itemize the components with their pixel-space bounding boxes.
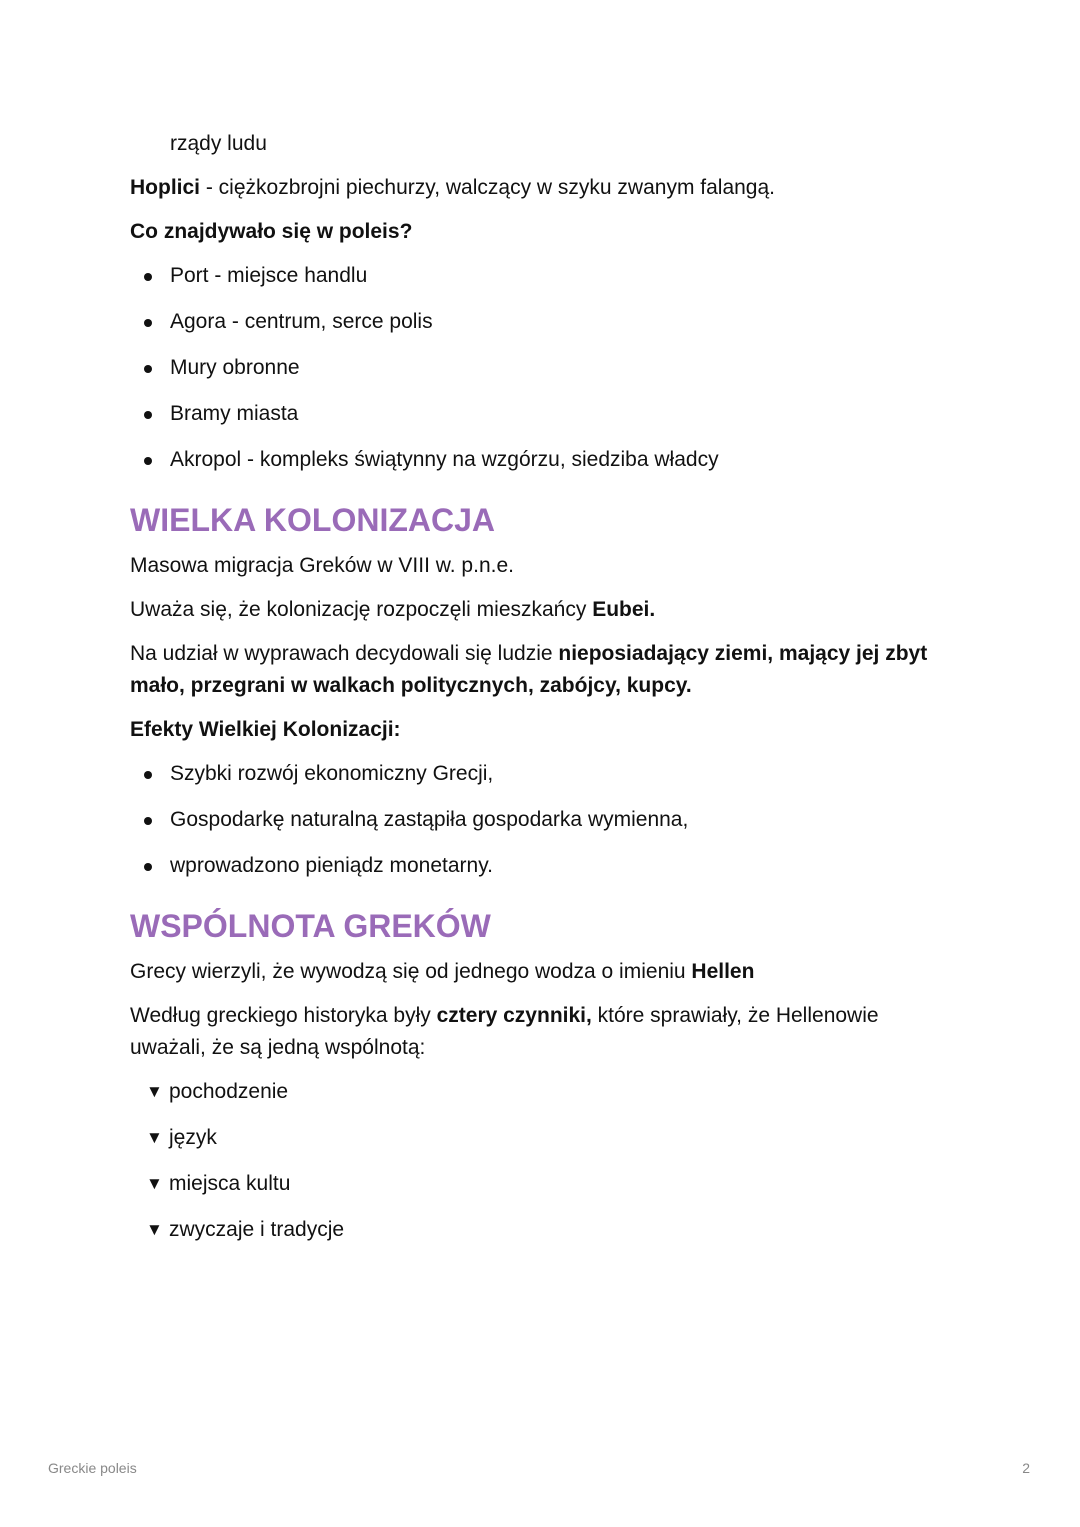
list-item: Akropol - kompleks świątynny na wzgórzu, siedziba władcy — [130, 444, 930, 476]
bullet-icon — [144, 411, 152, 419]
list-item: ▼ pochodzenie — [130, 1076, 930, 1108]
list-item: Port - miejsce handlu — [130, 260, 930, 292]
triangle-down-icon: ▼ — [146, 1128, 163, 1147]
bullet-icon — [144, 863, 152, 871]
poleis-list — [130, 260, 930, 476]
wspolnota-paragraph-2: Według greckiego historyka były cztery czynniki, które sprawiały, że Hellenowie uważali, że są jedną wspólnotą: — [130, 1004, 879, 1059]
factors-list — [130, 1076, 930, 1246]
bullet-icon — [144, 365, 152, 373]
section-heading-kolonizacja: WIELKA KOLONIZACJA — [130, 502, 496, 538]
list-item: Bramy miasta — [130, 398, 930, 430]
list-item: wprowadzono pieniądz monetarny. — [130, 850, 930, 882]
hoplici-term: Hoplici — [130, 176, 201, 199]
list-item: ▼ miejsca kultu — [130, 1168, 930, 1200]
footer-page-number: 2 — [1022, 1460, 1030, 1476]
bullet-icon — [144, 457, 152, 465]
section-heading-wspolnota: WSPÓLNOTA GREKÓW — [130, 908, 491, 944]
bullet-icon — [144, 319, 152, 327]
effects-heading: Efekty Wielkiej Kolonizacji: — [130, 718, 401, 741]
intro-line: rządy ludu — [170, 132, 267, 155]
kolonizacja-paragraph-2: Uważa się, że kolonizację rozpoczęli mieszkańcy Eubei. — [130, 598, 656, 621]
list-item: Mury obronne — [130, 352, 930, 384]
effects-list — [130, 758, 930, 882]
poleis-question: Co znajdywało się w poleis? — [130, 220, 413, 243]
list-item: ▼ język — [130, 1122, 930, 1154]
hoplici-description: - ciężkozbrojni piechurzy, walczący w szyku zwanym falangą. — [200, 176, 776, 199]
page-content — [130, 128, 930, 1260]
triangle-down-icon: ▼ — [146, 1174, 163, 1193]
triangle-down-icon: ▼ — [146, 1082, 163, 1101]
list-item: Szybki rozwój ekonomiczny Grecji, — [130, 758, 930, 790]
footer-document-title: Greckie poleis — [48, 1460, 137, 1476]
list-item: ▼ zwyczaje i tradycje — [130, 1214, 930, 1246]
bullet-icon — [144, 817, 152, 825]
hoplici-definition — [130, 172, 930, 204]
kolonizacja-paragraph-3: Na udział w wyprawach decydowali się ludzie nieposiadający ziemi, mający jej zbyt mało, przegrani w walkach politycznych, zabójcy, kupcy. — [130, 642, 928, 697]
wspolnota-paragraph-1: Grecy wierzyli, że wywodzą się od jednego wodza o imieniu Hellen — [130, 960, 755, 983]
triangle-down-icon: ▼ — [146, 1220, 163, 1239]
list-item: Agora - centrum, serce polis — [130, 306, 930, 338]
bullet-icon — [144, 771, 152, 779]
bullet-icon — [144, 273, 152, 281]
kolonizacja-paragraph-1: Masowa migracja Greków w VIII w. p.n.e. — [130, 554, 514, 577]
list-item: Gospodarkę naturalną zastąpiła gospodarka wymienna, — [130, 804, 930, 836]
